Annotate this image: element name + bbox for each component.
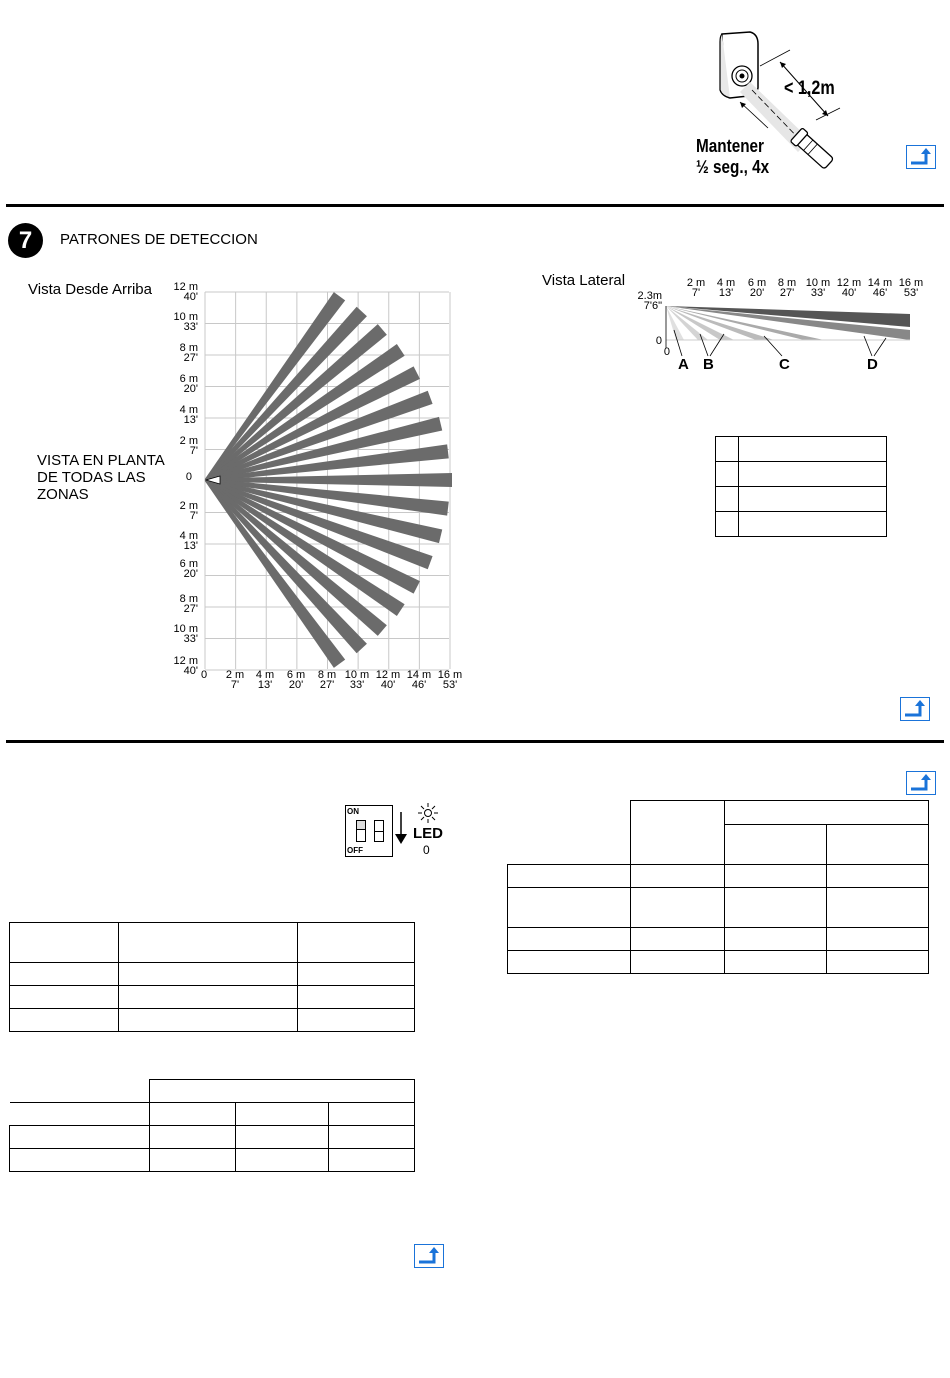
table-row: [508, 801, 929, 825]
table-row: [716, 487, 887, 512]
hold-instruction-line1: Mantener: [696, 136, 765, 156]
dip-slot-2[interactable]: [374, 820, 384, 842]
y-tick-8m-upper: 8 m 27': [179, 342, 198, 364]
zone-label-b: B: [703, 356, 714, 373]
side-x-tick-4m: 4 m 13': [716, 277, 736, 299]
return-arrow-icon: [414, 1244, 444, 1268]
return-arrow-icon: [900, 697, 930, 721]
table-row: [10, 986, 415, 1009]
settings-table-1: [9, 922, 415, 1032]
section-divider-top: [6, 204, 944, 207]
y-tick-12m-upper: 12 m 40': [173, 281, 198, 303]
led-value: 0: [423, 843, 430, 857]
back-to-top-button[interactable]: [906, 771, 936, 795]
y-tick-8m-lower: 8 m 27': [179, 593, 198, 615]
x-tick-14m: 14 m 46': [406, 669, 432, 691]
zone-label-d: D: [867, 356, 878, 373]
caption-line-3: ZONAS: [37, 486, 89, 503]
table-row: [508, 865, 929, 888]
table-row: [508, 928, 929, 951]
x-tick-4m: 4 m 13': [255, 669, 275, 691]
side-x-tick-10m: 10 m 33': [805, 277, 831, 299]
table-row: [10, 1126, 415, 1149]
table-row: [10, 963, 415, 986]
section-divider-bottom: [6, 740, 944, 743]
top-view-beams: [205, 292, 452, 668]
side-x-tick-8m: 8 m 27': [777, 277, 797, 299]
dip-on-label: ON: [347, 807, 359, 816]
settings-table-2: [9, 1079, 415, 1172]
y-tick-4m-upper: 4 m 13': [179, 404, 198, 426]
table-row: [508, 888, 929, 928]
side-x-tick-12m: 12 m 40': [836, 277, 862, 299]
side-view-label: Vista Lateral: [542, 272, 626, 289]
settings-table-3: [507, 800, 929, 974]
y-tick-2m-lower: 2 m 7': [179, 500, 198, 522]
back-to-top-button[interactable]: [906, 145, 936, 169]
x-tick-16m: 16 m 53': [437, 669, 463, 691]
top-view-caption: [37, 452, 165, 503]
table-row: [10, 923, 415, 963]
caption-line-2: DE TODAS LAS: [37, 469, 146, 486]
zone-label-c: C: [779, 356, 790, 373]
y-tick-zero: 0: [185, 471, 192, 483]
return-arrow-icon: [906, 771, 936, 795]
side-x-tick-14m: 14 m 46': [867, 277, 893, 299]
dip-off-label: OFF: [347, 846, 363, 855]
zone-d-beam: [666, 306, 910, 327]
side-zero-y: 0: [655, 335, 662, 347]
arrow-down-icon: [394, 812, 408, 846]
x-tick-8m: 8 m 27': [317, 669, 337, 691]
top-view-label: Vista Desde Arriba: [28, 281, 152, 298]
table-row: [716, 462, 887, 487]
table-row: [10, 1080, 415, 1103]
back-to-top-button[interactable]: [900, 697, 930, 721]
dip-slot-1: [356, 820, 366, 842]
table-row: [508, 951, 929, 974]
zone-label-a: A: [678, 356, 689, 373]
x-tick-2m: 2 m 7': [225, 669, 245, 691]
return-arrow-icon: [906, 145, 936, 169]
distance-label: < 1,2m: [784, 78, 835, 99]
side-x-tick-16m: 16 m 53': [898, 277, 924, 299]
y-tick-12m-lower: 12 m 40': [173, 655, 198, 677]
y-tick-4m-lower: 4 m 13': [179, 530, 198, 552]
side-height-label: 2.3m 7'6": [637, 290, 662, 312]
section-number-badge: 7: [8, 223, 43, 258]
led-flash-icon: [418, 803, 438, 823]
y-tick-2m-upper: 2 m 7': [179, 435, 198, 457]
y-tick-6m-upper: 6 m 20': [179, 373, 198, 395]
x-tick-zero: 0: [200, 669, 208, 681]
caption-line-1: VISTA EN PLANTA: [37, 452, 165, 469]
top-view-pattern-chart: [204, 291, 452, 671]
x-tick-6m: 6 m 20': [286, 669, 306, 691]
y-tick-6m-lower: 6 m 20': [179, 558, 198, 580]
y-tick-10m-upper: 10 m 33': [173, 311, 198, 333]
side-x-tick-2m: 2 m 7': [686, 277, 706, 299]
zone-legend-table: [715, 436, 887, 537]
section-title: PATRONES DE DETECCION: [60, 231, 258, 248]
side-zero-x: 0: [663, 346, 670, 358]
led-label: LED: [413, 825, 443, 842]
x-tick-10m: 10 m 33': [344, 669, 370, 691]
back-to-top-button[interactable]: [414, 1244, 444, 1268]
table-row: [10, 1149, 415, 1172]
table-row: [10, 1103, 415, 1126]
dip-switch: [345, 805, 393, 857]
y-tick-10m-lower: 10 m 33': [173, 623, 198, 645]
table-row: [716, 512, 887, 537]
table-row: [10, 1009, 415, 1032]
x-tick-12m: 12 m 40': [375, 669, 401, 691]
side-x-tick-6m: 6 m 20': [747, 277, 767, 299]
table-row: [716, 437, 887, 462]
hold-instruction-line2: ½ seg., 4x: [696, 157, 770, 177]
